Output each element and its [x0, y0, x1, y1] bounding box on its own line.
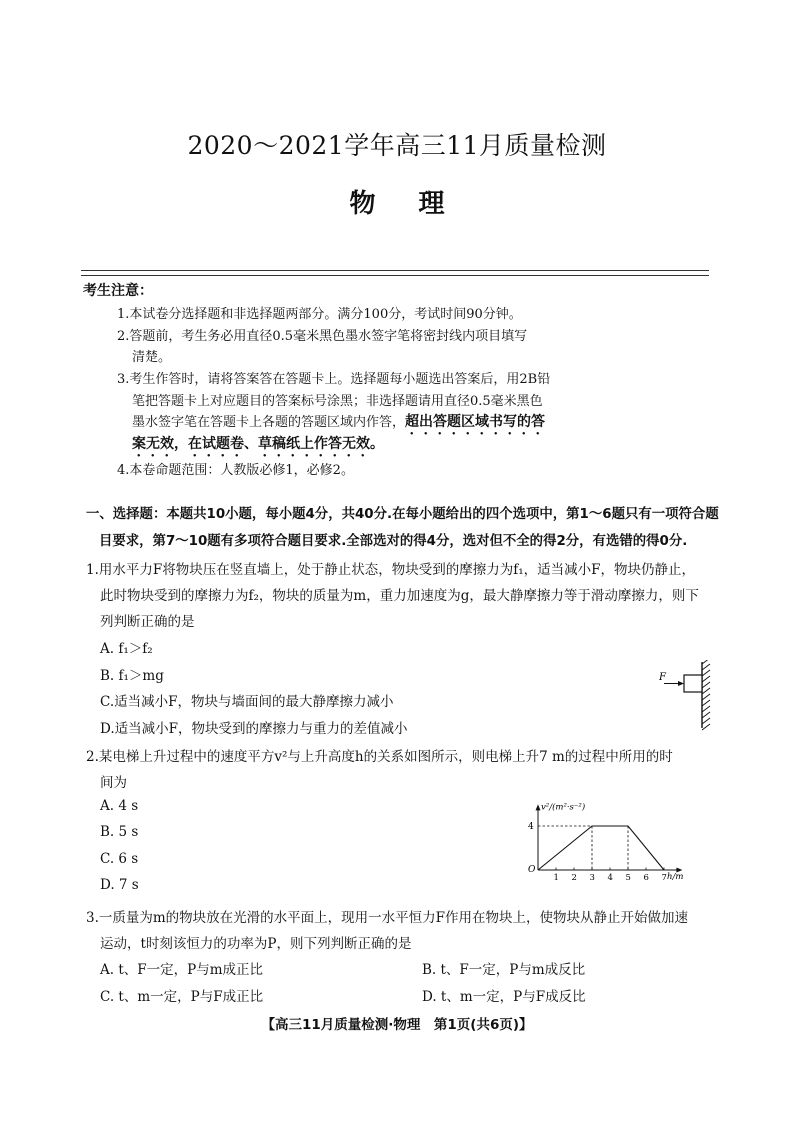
q1-stem-line1: 1.用水平力F将物块压在竖直墙上，处于静止状态，物块受到的摩擦力为f₁，适当减小F，物块仍静止， [86, 562, 696, 578]
q1-stem-line2: 此时物块受到的摩擦力为f₂，物块的质量为m，重力加速度为g，最大静摩擦力等于滑动摩擦力，则下 [100, 588, 699, 604]
q2-option-b: B. 5 s [100, 824, 139, 840]
divider-line [81, 270, 709, 271]
q1-stem-line3: 列判断正确的是 [100, 614, 195, 630]
origin-label: O [528, 865, 536, 875]
dashed-guides [538, 826, 628, 870]
x-tick-label-5: 5 [625, 873, 631, 883]
q2-stem-line2: 间为 [100, 775, 127, 791]
q1-option-c: C.适当减小F，物块与墙面间的最大静摩擦力减小 [100, 694, 394, 710]
q3-option-c: C. t、m一定，P与F成正比 [100, 989, 264, 1005]
q2-option-c: C. 6 s [100, 851, 139, 867]
notice-item-2: 2.答题前，考生务必用直径0.5毫米黑色墨水签字笔将密封线内项目填写 [117, 329, 528, 344]
q3-option-b: B. t、F一定，P与m成反比 [422, 962, 586, 978]
q1-wall-block-figure [650, 660, 714, 732]
x-tick-label-4: 4 [607, 873, 613, 883]
q1-option-a: A. f₁＞f₂ [100, 641, 153, 657]
wall-hatching [702, 660, 710, 730]
q2-v2-h-chart [518, 790, 714, 890]
notice-item-4: 4.本卷命题范围：人教版必修1，必修2。 [117, 463, 354, 478]
y-axis-label: v²/(m²·s⁻²) [541, 802, 586, 813]
section-heading-line1: 一、选择题：本题共10小题，每小题4分，共40分.在每小题给出的四个选项中，第1～6题只有一项符合题 [86, 507, 719, 522]
q1-option-b: B. f₁＞mg [100, 668, 164, 684]
axis-ticks [528, 822, 667, 883]
y-axis-arrow-icon [536, 804, 541, 810]
notice-item-1: 1.本试卷分选择题和非选择题两部分。满分100分，考试时间90分钟。 [117, 307, 522, 322]
q3-option-a: A. t、F一定，P与m成正比 [100, 962, 264, 978]
block [684, 675, 702, 692]
notice-emphasis-2: 案无效，在试题卷、草稿纸上作答无效。 [132, 436, 384, 452]
subject-title: 物 理 [349, 189, 445, 219]
x-axis-label: h/m [667, 872, 684, 882]
notice-emphasis-1: 超出答题区域书写的答 [405, 414, 546, 430]
notice-item-3-cont3 [132, 433, 384, 460]
q2-stem-line1: 2.某电梯上升过程中的速度平方v²与上升高度h的关系如图所示，则电梯上升7 m的过程中所用的时 [86, 749, 673, 765]
notice-title: 考生注意： [83, 283, 153, 299]
y-tick-label-4: 4 [528, 822, 534, 832]
q3-option-d: D. t、m一定，P与F成反比 [422, 989, 586, 1005]
q1-option-d: D.适当减小F，物块受到的摩擦力与重力的差值减小 [100, 721, 408, 737]
q3-stem-line1: 3.一质量为m的物块放在光滑的水平面上，现用一水平恒力F作用在物块上，使物块从静止开始做加速 [86, 910, 689, 926]
q2-option-a: A. 4 s [100, 798, 139, 814]
x-tick-label-6: 6 [643, 873, 649, 883]
notice-item-3: 3.考生作答时，请将答案答在答题卡上。选择题每小题选出答案后，用2B铅 [117, 372, 551, 387]
section-heading-line2: 目要求，第7～10题有多项符合题目要求.全部选对的得4分，选对但不全的得2分，有选错的得0分. [99, 534, 688, 549]
exam-title: 2020～2021学年高三11月质量检测 [187, 131, 607, 160]
notice-item-2-cont: 清楚。 [132, 350, 172, 365]
notice-item-3-cont1: 笔把答题卡上对应题目的答案标号涂黑；非选择题请用直径0.5毫米黑色 [132, 394, 543, 409]
divider-line-thin [81, 275, 709, 276]
x-tick-label-1: 1 [553, 873, 559, 883]
notice-item-3-text: 墨水签字笔在答题卡上各题的答题区域内作答， [132, 415, 406, 430]
q2-option-d: D. 7 s [100, 877, 139, 893]
q3-stem-line2: 运动，t时刻该恒力的功率为P，则下列判断正确的是 [100, 936, 412, 952]
x-tick-label-3: 3 [589, 873, 595, 883]
series-line [538, 826, 664, 870]
arrow-head-icon [678, 681, 684, 686]
page-footer: 【高三11月质量检测·物理 第1页(共6页)】 [261, 1017, 533, 1033]
force-label: F [659, 672, 666, 683]
x-tick-label-2: 2 [571, 873, 577, 883]
x-tick-label-7: 7 [661, 873, 667, 883]
